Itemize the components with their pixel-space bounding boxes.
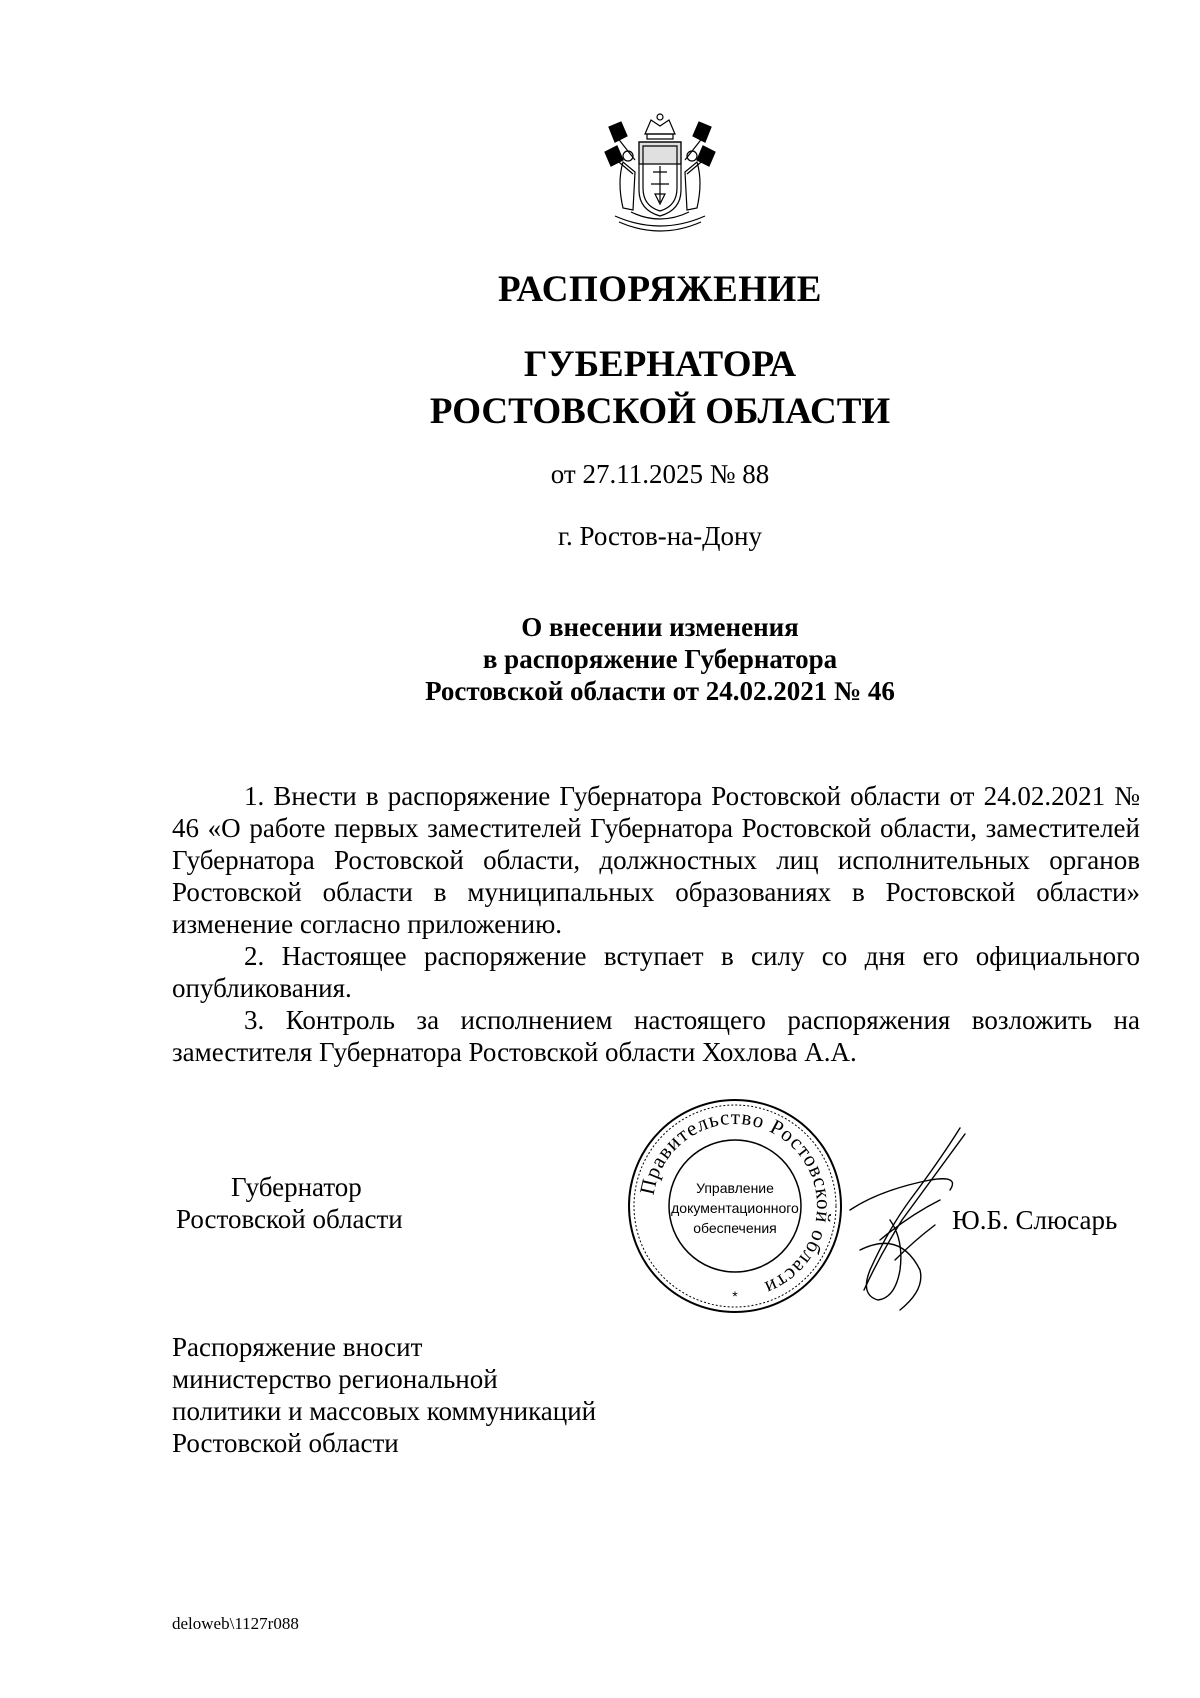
paragraph-3: 3. Контроль за исполнением настоящего распоряжения возложить на заместителя Губернатора Ростовской области Хохлова А.А. xyxy=(172,1005,1140,1067)
stamp-star-icon: * xyxy=(732,1288,738,1304)
stamp-inner-line-1: Управление xyxy=(696,1180,774,1196)
issuer-line-1: ГУБЕРНАТОРА xyxy=(523,344,797,385)
document-number: от 27.11.2025 № 88 xyxy=(550,459,770,489)
stamp-inner-line-2: документационного xyxy=(671,1200,799,1216)
signatory-name: Ю.Б. Слюсарь xyxy=(952,1205,1118,1235)
document-heading xyxy=(0,611,1200,707)
author-line-1: Распоряжение вносит xyxy=(172,1332,423,1362)
signatory-title xyxy=(176,1171,436,1235)
footer-file-code: deloweb\1127r088 xyxy=(172,1614,299,1633)
heading-line-1: О внесении изменения xyxy=(521,612,799,642)
signatory-title-line-1: Губернатор xyxy=(231,1172,362,1202)
paragraph-2: 2. Настоящее распоряжение вступает в силу со дня его официального опубликования. xyxy=(172,941,1140,1003)
official-stamp xyxy=(626,1097,844,1315)
document-title: РАСПОРЯЖЕНИЕ xyxy=(497,269,822,310)
heading-line-3: Ростовской области от 24.02.2021 № 46 xyxy=(425,676,895,706)
heading-line-2: в распоряжение Губернатора xyxy=(482,644,838,674)
issuer-line-2: РОСТОВСКОЙ ОБЛАСТИ xyxy=(429,391,891,432)
document-body xyxy=(172,780,1140,1068)
document-city: г. Ростов-на-Дону xyxy=(557,521,762,551)
stamp-ring-text: Правительство Ростовской области xyxy=(634,1104,837,1301)
author-line-2: министерство региональной xyxy=(172,1364,498,1394)
author-line-3: политики и массовых коммуникаций xyxy=(172,1396,597,1426)
author-block xyxy=(172,1331,596,1459)
signatory-title-line-2: Ростовской области xyxy=(176,1204,403,1234)
issuer-title xyxy=(0,341,1200,435)
paragraph-1: 1. Внести в распоряжение Губернатора Ростовской области от 24.02.2021 № 46 «О работе первых заместителей Губернатора Ростовской области, заместителей Губернатора Ростовской области, должностных лиц исполнительных органов Ростовской области в муниципальных образованиях в Ростовской области» изменение согласно приложению. xyxy=(172,781,1140,939)
coat-of-arms-icon xyxy=(601,112,719,237)
author-line-4: Ростовской области xyxy=(172,1428,399,1458)
stamp-inner-line-3: обеспечения xyxy=(693,1220,777,1236)
